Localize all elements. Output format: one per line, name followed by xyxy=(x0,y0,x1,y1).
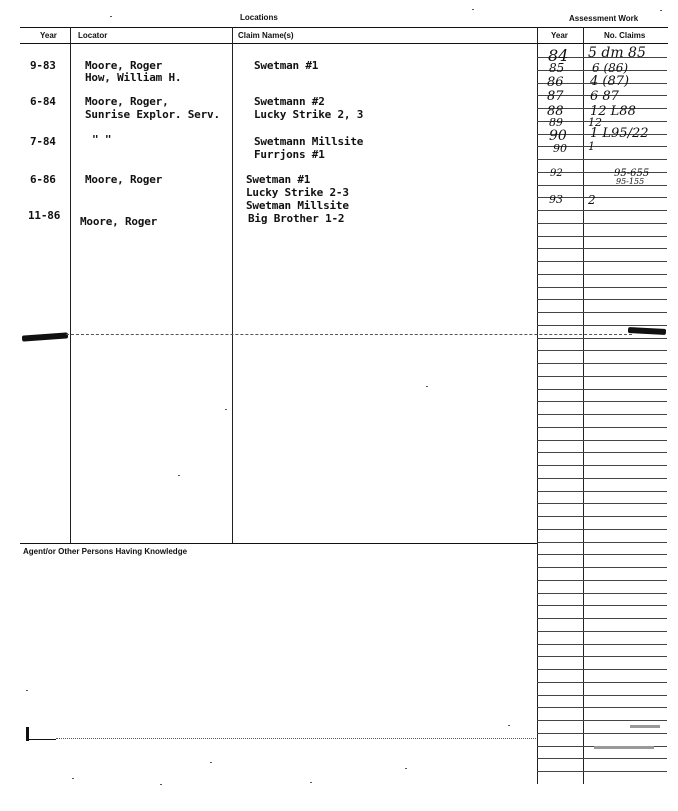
aw-year-entry: 86 xyxy=(547,75,564,90)
assessment-grid-line xyxy=(537,567,667,568)
location-locator: Moore, Roger xyxy=(85,173,163,186)
assessment-grid-line xyxy=(537,542,667,543)
assessment-work-header: Assessment Work xyxy=(569,14,639,23)
location-claim-name: Swetman Millsite xyxy=(246,199,349,212)
aw-year-entry: 84 xyxy=(548,46,569,65)
assessment-grid-line xyxy=(537,593,667,594)
assessment-grid-line xyxy=(537,236,667,237)
assessment-grid-line xyxy=(537,350,667,351)
location-claim-name: Swetman #1 xyxy=(246,173,311,186)
scan-speck xyxy=(594,746,654,749)
location-locator: " " xyxy=(92,133,112,146)
aw-year-entry: 93 xyxy=(549,193,563,206)
assessment-grid-line xyxy=(537,363,667,364)
assessment-grid-line xyxy=(537,605,667,606)
aw-claims-entry: 2 xyxy=(588,193,596,207)
aw-claims-entry: 95-655 xyxy=(614,168,650,179)
scan-speck xyxy=(472,9,474,10)
assessment-grid-line xyxy=(537,210,667,211)
aw-year-entry: 87 xyxy=(547,89,564,104)
assessment-grid-line xyxy=(537,325,667,326)
scan-speck xyxy=(508,725,510,726)
location-year: 9-83 xyxy=(30,59,56,72)
aw-claims-entry: 4 (87) xyxy=(590,74,630,89)
location-year: 7-84 xyxy=(30,135,56,148)
assessment-grid-line xyxy=(537,554,667,555)
scan-blot-right xyxy=(628,327,666,335)
location-locator: Moore, Roger, xyxy=(85,95,169,108)
location-locator: How, William H. xyxy=(85,71,182,84)
assessment-grid-line xyxy=(537,223,667,224)
locator-column-header: Locator xyxy=(78,31,108,40)
assessment-grid-line xyxy=(537,274,667,275)
locator-claims-divider xyxy=(232,27,233,544)
scan-speck xyxy=(210,762,212,763)
assessment-grid-line xyxy=(537,707,667,708)
location-locator: Moore, Roger xyxy=(85,59,163,72)
assessment-grid-line xyxy=(537,414,667,415)
scan-speck xyxy=(225,409,227,410)
aw-year-entry: 85 xyxy=(549,61,565,75)
assessment-grid-line xyxy=(537,465,667,466)
scan-speck xyxy=(405,768,407,769)
aw-year-entry: 88 xyxy=(547,104,564,119)
aw-claims-entry: 1 L95/22 xyxy=(590,126,649,141)
location-claim-name: Lucky Strike 2, 3 xyxy=(254,108,364,121)
header-bottom-rule xyxy=(20,43,668,44)
scan-blot-left xyxy=(22,332,68,341)
assessment-grid-line xyxy=(537,427,667,428)
aw-year-entry: 89 xyxy=(549,116,563,129)
assessment-grid-line xyxy=(537,656,667,657)
aw-year-entry: 90 xyxy=(549,128,567,144)
assessment-grid-line xyxy=(537,248,667,249)
scan-speck xyxy=(310,782,312,783)
location-claim-name: Swetmann #2 xyxy=(254,95,325,108)
year-locator-divider xyxy=(70,27,71,544)
location-claim-name: Swetman #1 xyxy=(254,59,319,72)
assessment-grid-line xyxy=(537,376,667,377)
location-year: 6-84 xyxy=(30,95,56,108)
year-column-header: Year xyxy=(40,31,57,40)
assessment-grid-line xyxy=(537,312,667,313)
assessment-grid-line xyxy=(537,631,667,632)
scan-mark-bottom-left-stem xyxy=(26,739,56,740)
location-claim-name: Lucky Strike 2-3 xyxy=(246,186,349,199)
scan-speck xyxy=(660,10,662,11)
assessment-grid-line xyxy=(537,287,667,288)
assessment-grid-line xyxy=(537,580,667,581)
assessment-grid-line xyxy=(537,440,667,441)
assessment-grid-line xyxy=(537,491,667,492)
assessment-grid-line xyxy=(537,733,667,734)
assessment-grid-line xyxy=(537,529,667,530)
aw-claims-entry: 6 (86) xyxy=(592,61,629,75)
claims-assessment-divider xyxy=(537,27,538,784)
agent-section-label: Agent/or Other Persons Having Knowledge xyxy=(23,547,188,556)
assessment-grid-line xyxy=(537,389,667,390)
location-claim-name: Big Brother 1-2 xyxy=(248,212,345,225)
location-year: 6-86 xyxy=(30,173,56,186)
assessment-grid-line xyxy=(537,261,667,262)
scan-speck xyxy=(426,386,428,387)
scan-speck xyxy=(110,16,112,17)
scan-speck xyxy=(72,778,74,779)
assessment-grid-line xyxy=(537,618,667,619)
assessment-grid-line xyxy=(537,401,667,402)
assessment-grid-line xyxy=(537,669,667,670)
assessment-grid-line xyxy=(537,720,667,721)
no-claims-column-header: No. Claims xyxy=(604,31,646,40)
assessment-grid-line xyxy=(537,159,667,160)
aw-claims-entry: 95-155 xyxy=(616,177,645,186)
scan-speck xyxy=(630,725,660,728)
assessment-grid-line xyxy=(537,338,667,339)
location-claim-name: Furrjons #1 xyxy=(254,148,325,161)
assessment-grid-line xyxy=(537,478,667,479)
assessment-grid-line xyxy=(537,758,667,759)
assessment-grid-line xyxy=(537,299,667,300)
header-top-rule xyxy=(20,27,668,28)
aw-claims-entry: 6 87 xyxy=(590,89,619,104)
aw-year-entry: 92 xyxy=(550,168,563,179)
locations-header: Locations xyxy=(240,13,278,22)
assessment-grid-line xyxy=(537,695,667,696)
aw-claims-entry: 5 dm 85 xyxy=(588,45,646,61)
assessment-grid-line xyxy=(537,516,667,517)
assessment-grid-line xyxy=(537,503,667,504)
assessment-grid-line xyxy=(537,771,667,772)
assessment-grid-line xyxy=(537,185,667,186)
assessment-grid-line xyxy=(537,452,667,453)
aw-year-column-header: Year xyxy=(551,31,568,40)
fold-line-bottom xyxy=(56,738,536,739)
scan-speck xyxy=(26,690,28,691)
assessment-grid-line xyxy=(537,682,667,683)
scan-speck xyxy=(160,784,162,785)
location-locator: Moore, Roger xyxy=(80,215,158,228)
fold-line-middle xyxy=(66,334,632,335)
location-claim-name: Swetmann Millsite xyxy=(254,135,364,148)
aw-year-entry: 90 xyxy=(553,142,567,155)
agent-section-rule xyxy=(20,543,537,544)
location-year: 11-86 xyxy=(28,209,61,222)
aw-claims-entry: 12 xyxy=(588,116,602,129)
scan-speck xyxy=(178,475,180,476)
assessment-grid-line xyxy=(537,644,667,645)
aw-claims-entry: 12 L88 xyxy=(590,104,636,119)
location-locator: Sunrise Explor. Serv. xyxy=(85,108,220,121)
aw-year-claims-divider xyxy=(583,27,584,784)
claim-names-column-header: Claim Name(s) xyxy=(238,31,294,40)
aw-claims-entry: 1 xyxy=(588,140,595,153)
